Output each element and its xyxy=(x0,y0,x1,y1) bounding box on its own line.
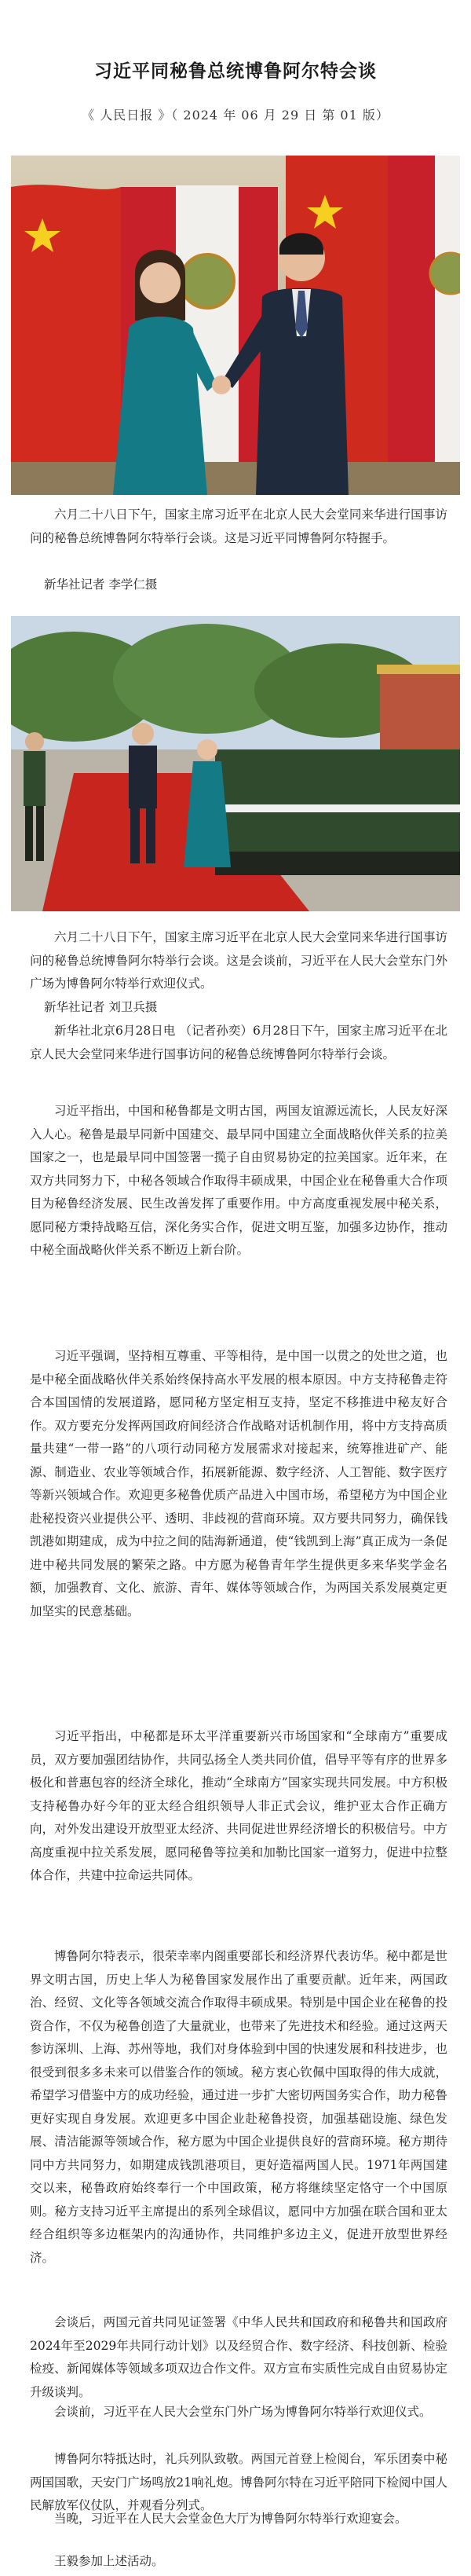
paragraph-8: 博鲁阿尔特抵达时，礼兵列队致敬。两国元首登上检阅台，军乐团奏中秘两国国歌，天安门广场鸣放21响礼炮。博鲁阿尔特在习近平陪同下检阅中国人民解放军仪仗队，并观看分列式。 xyxy=(30,2452,447,2512)
photo2-credit: 新华社记者 刘卫兵摄 xyxy=(44,1000,158,1014)
paragraph-9: 当晚，习近平在人民大会堂金色大厅为博鲁阿尔特举行欢迎宴会。 xyxy=(54,2512,407,2526)
photo2-caption: 六月二十八日下午，国家主席习近平在北京人民大会堂同来华进行国事访问的秘鲁总统博鲁阿尔特举行会谈。这是会谈前，习近平在人民大会堂东门外广场为博鲁阿尔特举行欢迎仪式。 xyxy=(30,930,447,991)
paragraph-6: 会谈后，两国元首共同见证签署《中华人民共和国政府和秘鲁共和国政府2024年至2029年共同行动计划》以及经贸合作、数字经济、科技创新、检验检疫、新闻媒体等领域多项双边合作文件。双方宣布实质性完成自由贸易协定升级谈判。 xyxy=(30,2315,447,2399)
photo1-credit: 新华社记者 李学仁摄 xyxy=(44,577,158,592)
ceremony-photo xyxy=(11,616,460,911)
paragraph-3: 习近平强调，坚持相互尊重、平等相待，是中国一以贯之的处世之道，也是中秘全面战略伙伴关系始终保持高水平发展的根本原因。中方支持秘鲁走符合本国国情的发展道路，愿同秘方坚定相互支持，坚定不移推进中秘友好合作。双方要充分发挥两国政府间经济合作战略对话机制作用，将中方支持高质量共建“一带一路”的八项行动同秘方发展需求对接起来，统筹推进矿产、能源、制造业、农业等领域合作，拓展新能源、数字经济、人工智能、数字医疗等新兴领域合作。欢迎更多秘鲁优质产品进入中国市场，希望秘方为中国企业赴秘投资兴业提供公平、透明、非歧视的营商环境。双方要共同努力，确保钱凯港如期建成，成为中拉之间的陆海新通道，使“钱凯到上海”真正成为一条促进中秘共同发展的繁荣之路。中方愿为秘鲁青年学生提供更多来华奖学金名额，加强教育、文化、旅游、青年、媒体等领域合作，为两国关系发展奠定更加坚实的民意基础。 xyxy=(30,1349,447,1618)
paragraph-5: 博鲁阿尔特表示，很荣幸率内阁重要部长和经济界代表访华。秘中都是世界文明古国，历史上华人为秘鲁国家发展作出了重要贡献。近年来，两国政治、经贸、文化等各领域交流合作取得丰硕成果。特别是中国企业在秘鲁的投资合作，不仅为秘鲁创造了大量就业，也带来了先进技术和经验。通过这两天参访深圳、上海、苏州等地，我们对身体验到中国的快速发展和科技进步，也很受到很多多未来可以借鉴合作的领域。秘方衷心钦佩中国取得的伟大成就，希望学习借鉴中方的成功经验，通过进一步扩大密切两国务实合作，助力秘鲁更好实现自身发展。欢迎更多中国企业赴秘鲁投资，加强基础设施、绿色发展、清洁能源等领域合作，秘方愿为中国企业提供良好的营商环境。秘方期待同中方共同努力，如期建成钱凯港项目，更好造福两国人民。1971年两国建交以来，秘鲁政府始终奉行一个中国政策，秘方将继续坚定恪守一个中国原则。秘方支持习近平主席提出的系列全球倡议，愿同中方加强在联合国和亚太经合组织等多边框架内的沟通协作，共同维护多边主义，促进开放型世界经济。 xyxy=(30,1949,447,2265)
article-title: 习近平同秘鲁总统博鲁阿尔特会谈 xyxy=(94,60,377,82)
paragraph-7: 会谈前，习近平在人民大会堂东门外广场为博鲁阿尔特举行欢迎仪式。 xyxy=(54,2405,432,2419)
photo1-caption: 六月二十八日下午，国家主席习近平在北京人民大会堂同来华进行国事访问的秘鲁总统博鲁阿尔特举行会谈。这是习近平同博鲁阿尔特握手。 xyxy=(30,508,447,545)
paragraph-1: 新华社北京6月28日电 （记者孙奕）6月28日下午，国家主席习近平在北京人民大会堂同来华进行国事访问的秘鲁总统博鲁阿尔特举行会谈。 xyxy=(30,1024,447,1061)
paragraph-2: 习近平指出，中国和秘鲁都是文明古国，两国友谊源远流长，人民友好深入人心。秘鲁是最早同新中国建交、最早同中国建立全面战略伙伴关系的拉美国家之一，也是最早同中国签署一揽子自由贸易协定的拉美国家。近年来，在双方共同努力下，中秘各领域合作取得丰硕成果，中国企业在秘鲁重大合作项目为秘鲁经济发展、民生改善发挥了重要作用。中方高度重视发展中秘关系，愿同秘方秉持战略互信，深化务实合作，促进文明互鉴，加强多边协作，推动中秘全面战略伙伴关系不断迈上新台阶。 xyxy=(30,1104,447,1257)
article-source: 《 人民日报 》（ 2024 年 06 月 29 日 第 01 版） xyxy=(82,108,389,123)
paragraph-10: 王毅参加上述活动。 xyxy=(54,2554,164,2568)
paragraph-4: 习近平指出，中秘都是环太平洋重要新兴市场国家和“全球南方”重要成员，双方要加强团结协作，共同弘扬全人类共同价值，倡导平等有序的世界多极化和普惠包容的经济全球化，推动“全球南方”国家实现共同发展。中方积极支持秘鲁办好今年的亚太经合组织领导人非正式会议，维护亚太合作正确方向，对外发出建设开放型亚太经济、共同促进世界经济增长的积极信号。中方高度重视中拉关系发展，愿同秘鲁等拉美和加勒比国家一道努力，促进中拉整体合作，共建中拉命运共同体。 xyxy=(30,1729,447,1882)
handshake-photo xyxy=(11,156,460,495)
